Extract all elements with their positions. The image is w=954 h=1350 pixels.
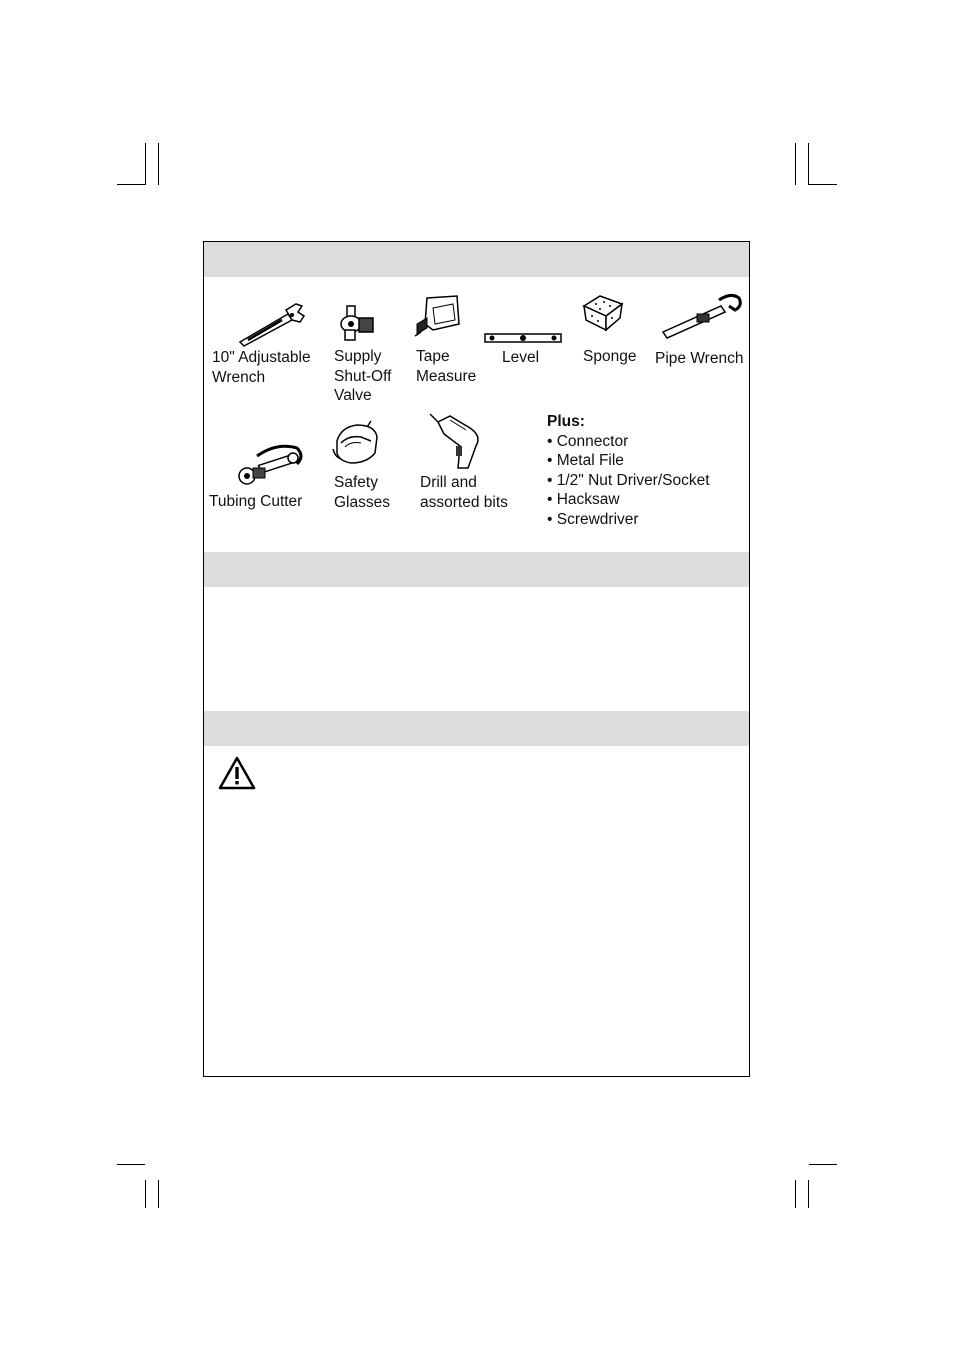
safety-glasses-icon	[331, 419, 383, 469]
tool-label-drill: Drill and assorted bits	[420, 474, 508, 511]
tool-label-valve: Supply Shut-Off Valve	[334, 348, 392, 404]
section-header-band	[204, 711, 749, 746]
section-header-band	[204, 552, 749, 587]
page-frame	[203, 241, 750, 1077]
crop-mark	[117, 184, 145, 185]
tool-label-glasses: Safety Glasses	[334, 474, 390, 511]
crop-mark	[145, 143, 146, 185]
crop-mark	[808, 143, 809, 185]
tape-measure-icon	[413, 294, 463, 340]
list-item: • Connector	[547, 432, 629, 450]
tool-label-sponge: Sponge	[583, 348, 637, 365]
crop-mark	[808, 1180, 809, 1208]
level-icon	[484, 333, 564, 345]
crop-mark	[809, 184, 837, 185]
tubing-cutter-icon	[237, 440, 307, 490]
adjustable-wrench-icon	[236, 298, 308, 348]
sponge-icon	[582, 292, 624, 332]
tool-label-pipe-wrench: Pipe Wrench	[655, 350, 744, 367]
crop-mark	[158, 1180, 159, 1208]
tool-label-tape: Tape Measure	[416, 348, 477, 385]
shut-off-valve-icon	[335, 302, 379, 344]
list-item: • Hacksaw	[547, 491, 620, 508]
crop-mark	[795, 143, 796, 185]
crop-mark	[117, 1164, 145, 1165]
section-header-band	[204, 242, 749, 277]
list-item: • Screwdriver	[547, 510, 639, 528]
warning-triangle-icon	[218, 756, 256, 790]
plus-heading: Plus:	[547, 413, 585, 430]
crop-mark	[795, 1180, 796, 1208]
tool-label-cutter: Tubing Cutter	[209, 493, 303, 510]
crop-mark	[809, 1164, 837, 1165]
crop-mark	[158, 143, 159, 185]
list-item: • Metal File	[547, 452, 624, 469]
plus-list	[547, 412, 710, 529]
list-item: • 1/2" Nut Driver/Socket	[547, 471, 710, 489]
drill-icon	[426, 410, 486, 472]
crop-mark	[145, 1180, 146, 1208]
tool-label-wrench: 10" Adjustable Wrench	[212, 349, 311, 386]
tool-label-level: Level	[502, 349, 540, 366]
pipe-wrench-icon	[659, 292, 745, 340]
